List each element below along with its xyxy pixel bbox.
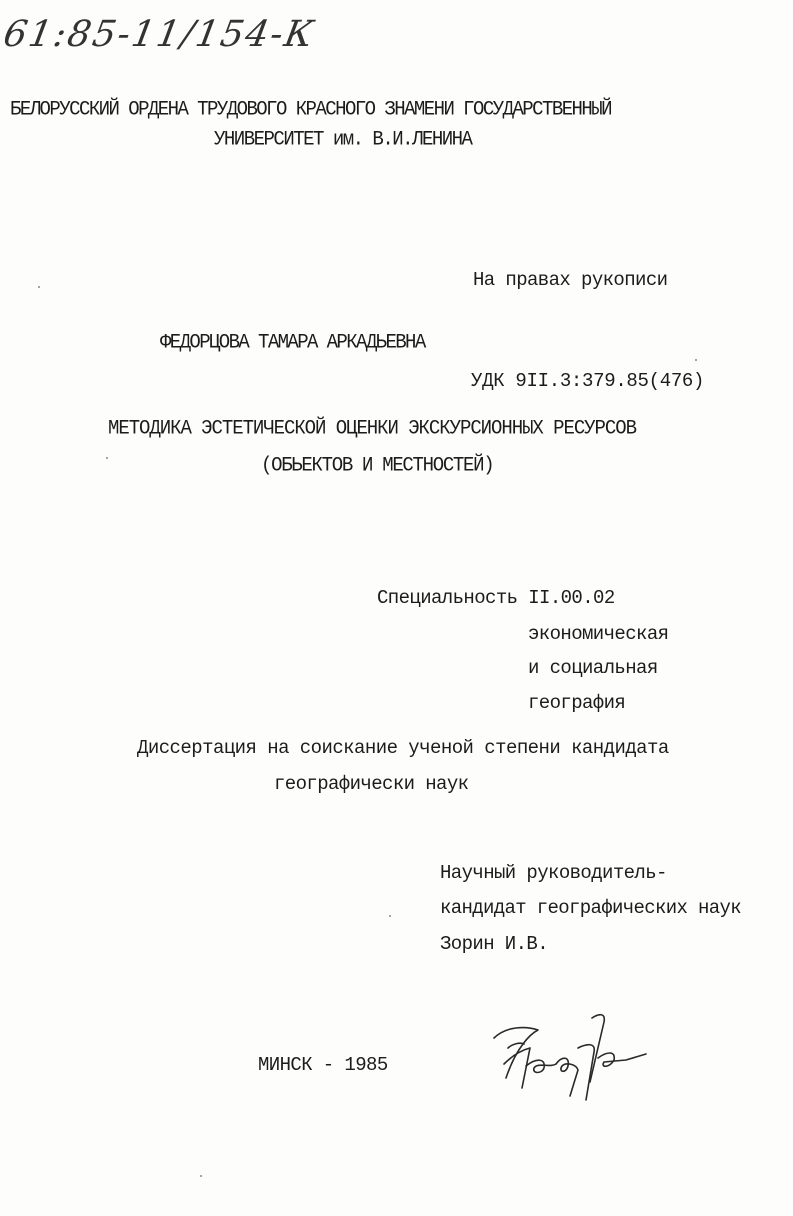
specialty-line-3: и социальная [528, 657, 658, 679]
author-signature [486, 1008, 656, 1108]
title-line-2: (ОБЬЕКТОВ И МЕСТНОСТЕЙ) [261, 453, 494, 477]
udk-code: УДК 9II.3:379.85(476) [471, 370, 705, 392]
scan-speck [389, 915, 391, 917]
manuscript-rights: На правах рукописи [473, 269, 668, 291]
supervisor-line-1: Научный руководитель- [440, 862, 667, 884]
scan-speck [695, 359, 697, 361]
dissertation-line-1: Диссертация на соискание ученой степени кандидата [137, 737, 669, 759]
supervisor-line-3: Зорин И.В. [440, 933, 549, 955]
specialty-line-4: география [528, 692, 626, 714]
archive-mark: 61:85-11/154-К [0, 14, 319, 55]
specialty-line-2: экономическая [528, 623, 669, 645]
specialty-label: Специальность II.00.02 [377, 587, 615, 609]
title-line-1: МЕТОДИКА ЭСТЕТИЧЕСКОЙ ОЦЕНКИ ЭКСКУРСИОННЫХ РЕСУРСОВ [108, 416, 636, 440]
university-line-2: УНИВЕРСИТЕТ им. В.И.ЛЕНИНА [214, 127, 472, 151]
dissertation-line-2: географически наук [274, 773, 469, 795]
supervisor-line-2: кандидат географических наук [440, 897, 742, 919]
scan-speck [38, 286, 40, 288]
author-name: ФЕДОРЦОВА ТАМАРА АРКАДЬЕВНА [160, 330, 425, 354]
scan-speck [106, 457, 108, 459]
scan-speck [200, 1175, 202, 1177]
university-line-1: БЕЛОРУССКИЙ ОРДЕНА ТРУДОВОГО КРАСНОГО ЗНАМЕНИ ГОСУДАРСТВЕННЫЙ [10, 97, 611, 121]
city-year: МИНСК - 1985 [258, 1054, 388, 1076]
